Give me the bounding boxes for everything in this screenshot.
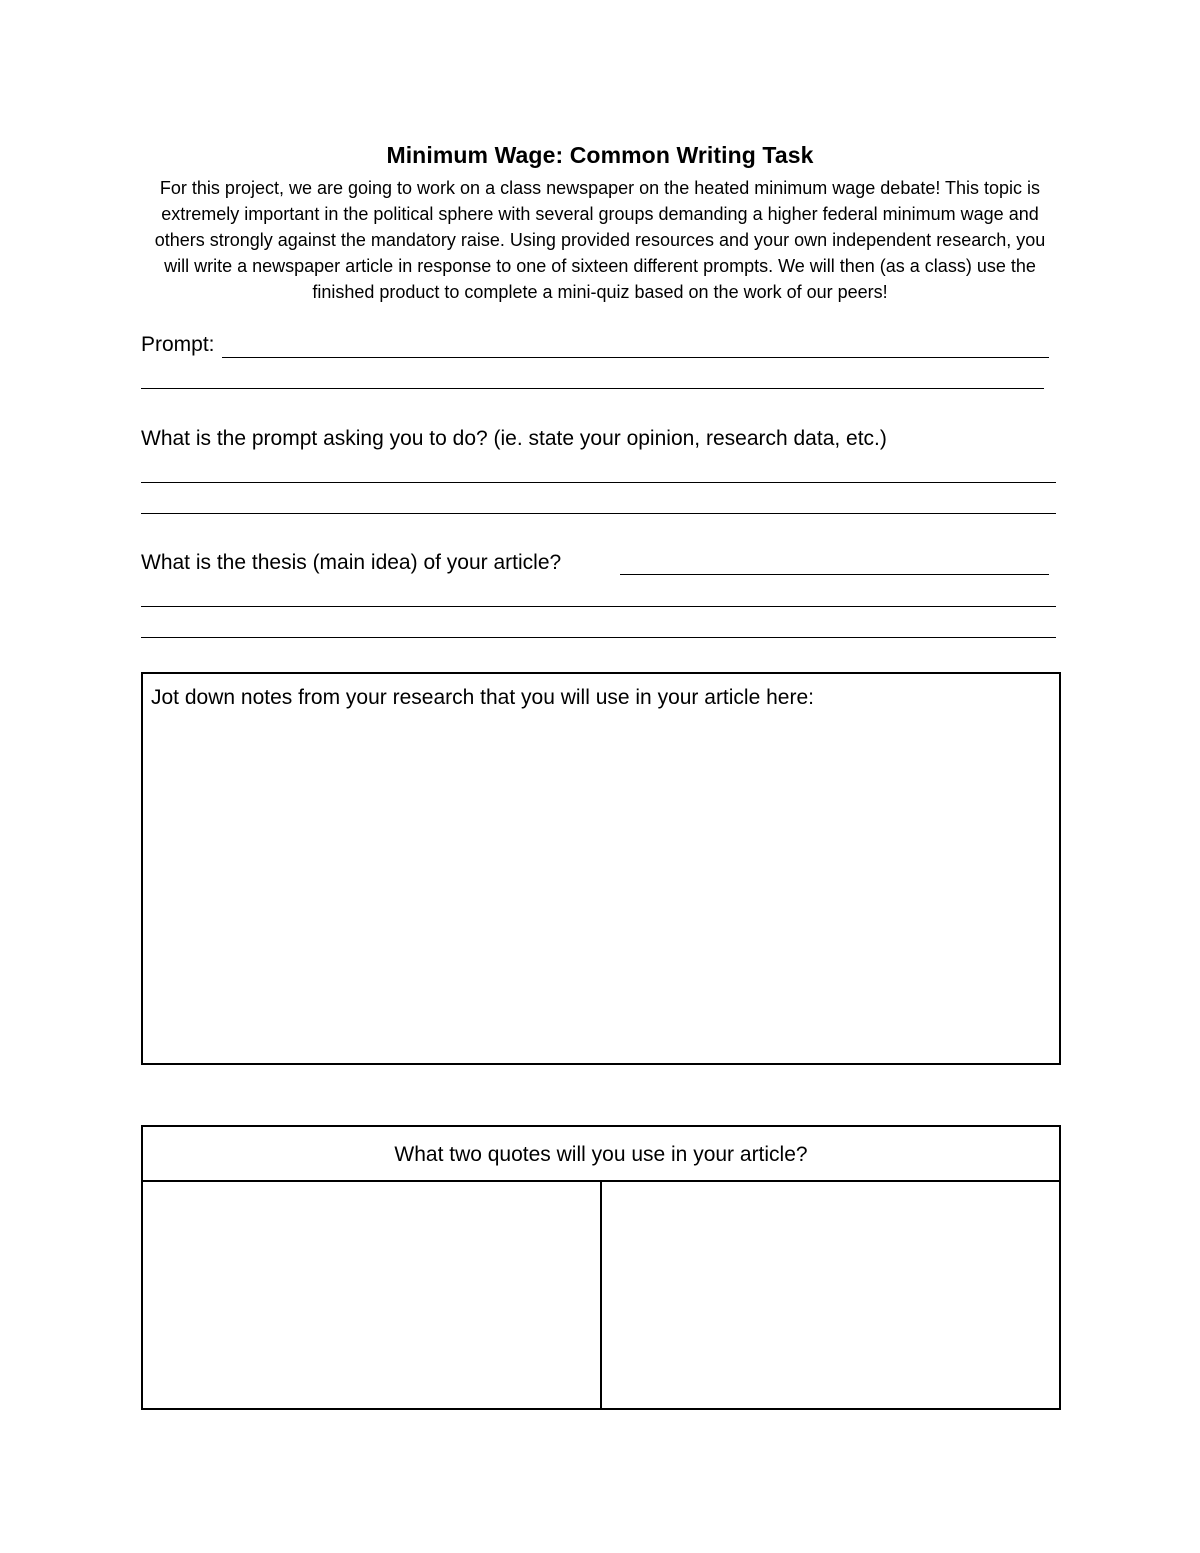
quotes-table (141, 1125, 1061, 1410)
prompt-asking-label: What is the prompt asking you to do? (ie. state your opinion, research data, etc.) (141, 427, 887, 450)
prompt-asking-answer-line-2[interactable] (141, 513, 1056, 514)
quotes-table-header: What two quotes will you use in your article? (143, 1127, 1059, 1182)
quote-cell-1[interactable] (143, 1182, 602, 1408)
prompt-answer-line-2[interactable] (141, 388, 1044, 389)
page-title: Minimum Wage: Common Writing Task (386, 142, 814, 168)
thesis-answer-line-1[interactable] (620, 574, 1049, 575)
research-notes-label: Jot down notes from your research that you will use in your article here: (151, 686, 814, 709)
thesis-label: What is the thesis (main idea) of your article? (141, 551, 562, 574)
prompt-asking-answer-line-1[interactable] (141, 482, 1056, 483)
prompt-label: Prompt: (141, 333, 215, 356)
intro-paragraph: For this project, we are going to work on a class newspaper on the heated minimum wage debate! This topic is extremely important in the political sphere with several groups demanding a higher federal minimum wage and others strongly against the mandatory raise. Using provided resources and your own independent research, you will write a newspaper article in response to one of sixteen different prompts. We will then (as a class) use the finished product to complete a mini-quiz based on the work of our peers! (154, 178, 1046, 302)
prompt-answer-line-1[interactable] (222, 357, 1049, 358)
research-notes-box[interactable] (141, 672, 1061, 1065)
quote-cell-2[interactable] (602, 1182, 1059, 1408)
thesis-answer-line-3[interactable] (141, 637, 1056, 638)
thesis-answer-line-2[interactable] (141, 606, 1056, 607)
